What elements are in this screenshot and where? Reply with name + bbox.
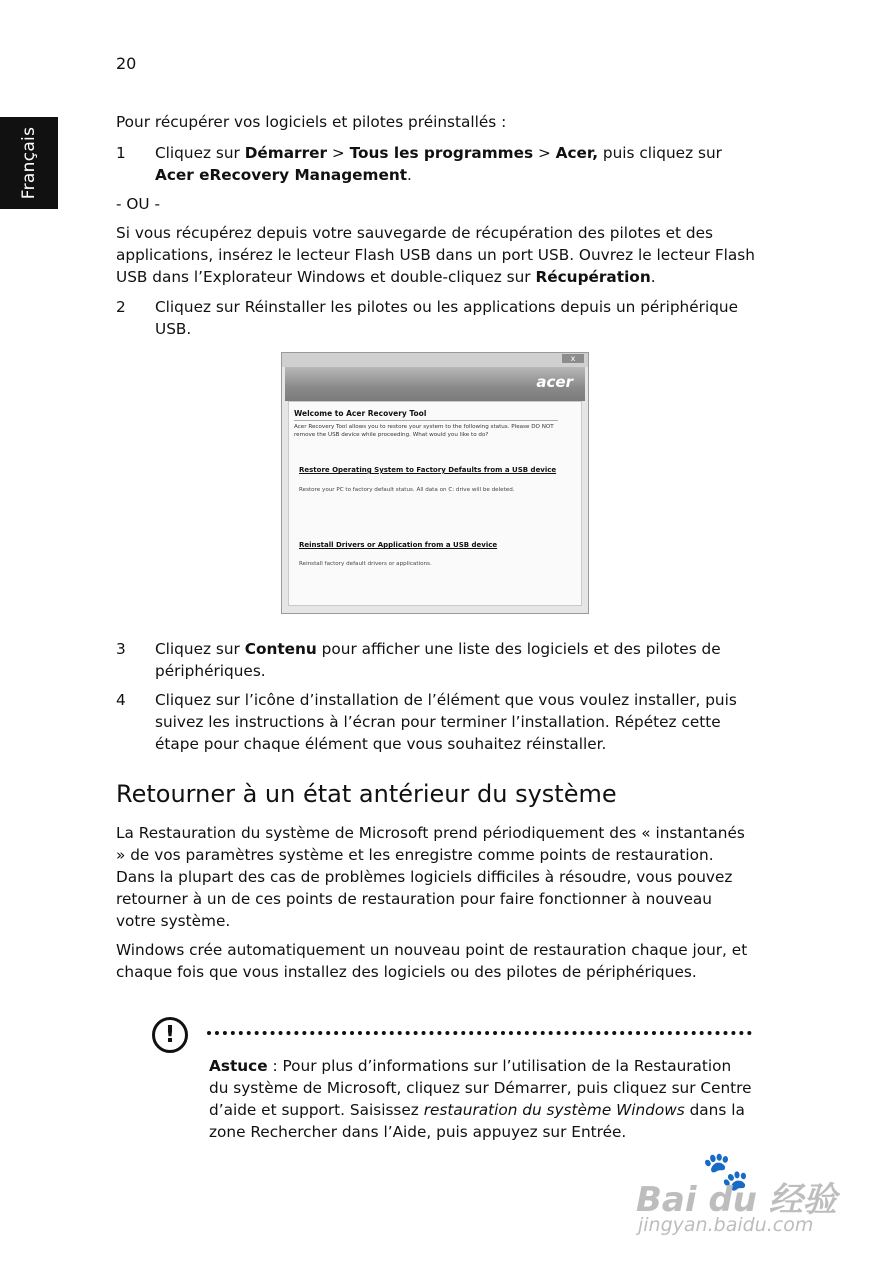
or-separator: - OU - bbox=[116, 195, 161, 213]
step-number: 4 bbox=[116, 691, 126, 709]
usb-paragraph: Si vous récupérez depuis votre sauvegarde de récupération des pilotes et des applications, insérez le lecteur Flash USB dans un port USB. Ouvrez le lecteur Flash USB dans l’Explorateur Windows et double-cliquez sur Récupération. bbox=[116, 224, 755, 286]
close-button[interactable]: x bbox=[562, 354, 584, 363]
reinstall-drivers-description: Reinstall factory default drivers or applications. bbox=[299, 561, 432, 567]
restore-paragraph: La Restauration du système de Microsoft prend périodiquement des « instantanés » de vos paramètres système et les enregistre comme points de restauration. Dans la plupart des cas de problèmes logiciels difficiles à résoudre, vous pouvez retourner à un de ces points de restauration pour faire fonctionner à nouveau votre système. bbox=[116, 824, 745, 930]
restore-os-description: Restore your PC to factory default status. All data on C: drive will be deleted. bbox=[299, 487, 515, 493]
section-heading: Retourner à un état antérieur du système bbox=[116, 780, 617, 808]
step-4 bbox=[116, 689, 756, 755]
welcome-title: Welcome to Acer Recovery Tool bbox=[294, 409, 558, 421]
tool-description: Acer Recovery Tool allows you to restore your system to the following status. Please DO NOT remove the USB device while proceeding. What would you like to do? bbox=[294, 424, 554, 438]
baidu-watermark bbox=[636, 1149, 846, 1246]
step-1 bbox=[116, 142, 756, 186]
tip-divider bbox=[207, 1031, 752, 1035]
watermark-url: jingyan.baidu.com bbox=[638, 1214, 814, 1236]
restore-os-link[interactable]: Restore Operating System to Factory Defaults from a USB device bbox=[299, 466, 557, 474]
window-header bbox=[285, 367, 585, 401]
step-number: 2 bbox=[116, 298, 126, 316]
step-3 bbox=[116, 638, 756, 682]
step-text: Cliquez sur Démarrer > Tous les programmes > Acer, puis cliquez sur Acer eRecovery Management. bbox=[155, 144, 722, 184]
recovery-tool-screenshot bbox=[281, 352, 589, 614]
window-titlebar bbox=[282, 353, 588, 367]
tip-text: Astuce : Pour plus d’informations sur l’utilisation de la Restauration du système de Microsoft, cliquez sur Démarrer, puis cliquez sur Centre d’aide et support. Saisissez restauration du système Windows dans la zone Rechercher dans l’Aide, puis appuyez sur Entrée. bbox=[209, 1057, 752, 1141]
reinstall-drivers-link[interactable]: Reinstall Drivers or Application from a USB device bbox=[299, 541, 498, 549]
step-2 bbox=[116, 296, 756, 340]
page-number: 20 bbox=[116, 54, 137, 73]
step-number: 3 bbox=[116, 640, 126, 658]
watermark-brand: Bai du 经验 bbox=[636, 1180, 837, 1220]
acer-logo: acer bbox=[536, 373, 573, 391]
step-number: 1 bbox=[116, 144, 126, 162]
windows-paragraph: Windows crée automatiquement un nouveau point de restauration chaque jour, et chaque fois que vous installez des logiciels ou des pilotes de périphériques. bbox=[116, 941, 748, 981]
intro-text: Pour récupérer vos logiciels et pilotes préinstallés : bbox=[116, 113, 507, 131]
step-text: Cliquez sur Réinstaller les pilotes ou les applications depuis un périphérique USB. bbox=[155, 298, 739, 338]
step-text: Cliquez sur l’icône d’installation de l’élément que vous voulez installer, puis suivez les instructions à l’écran pour terminer l’installation. Répétez cette étape pour chaque élément que vous souhaitez réinstaller. bbox=[155, 691, 737, 753]
paw-icon: 🐾 bbox=[702, 1149, 750, 1193]
language-tab-label: Français bbox=[19, 126, 39, 200]
step-text: Cliquez sur Contenu pour afficher une liste des logiciels et des pilotes de périphériques. bbox=[155, 640, 721, 680]
warning-icon: ! bbox=[152, 1017, 188, 1053]
language-tab bbox=[0, 117, 58, 209]
